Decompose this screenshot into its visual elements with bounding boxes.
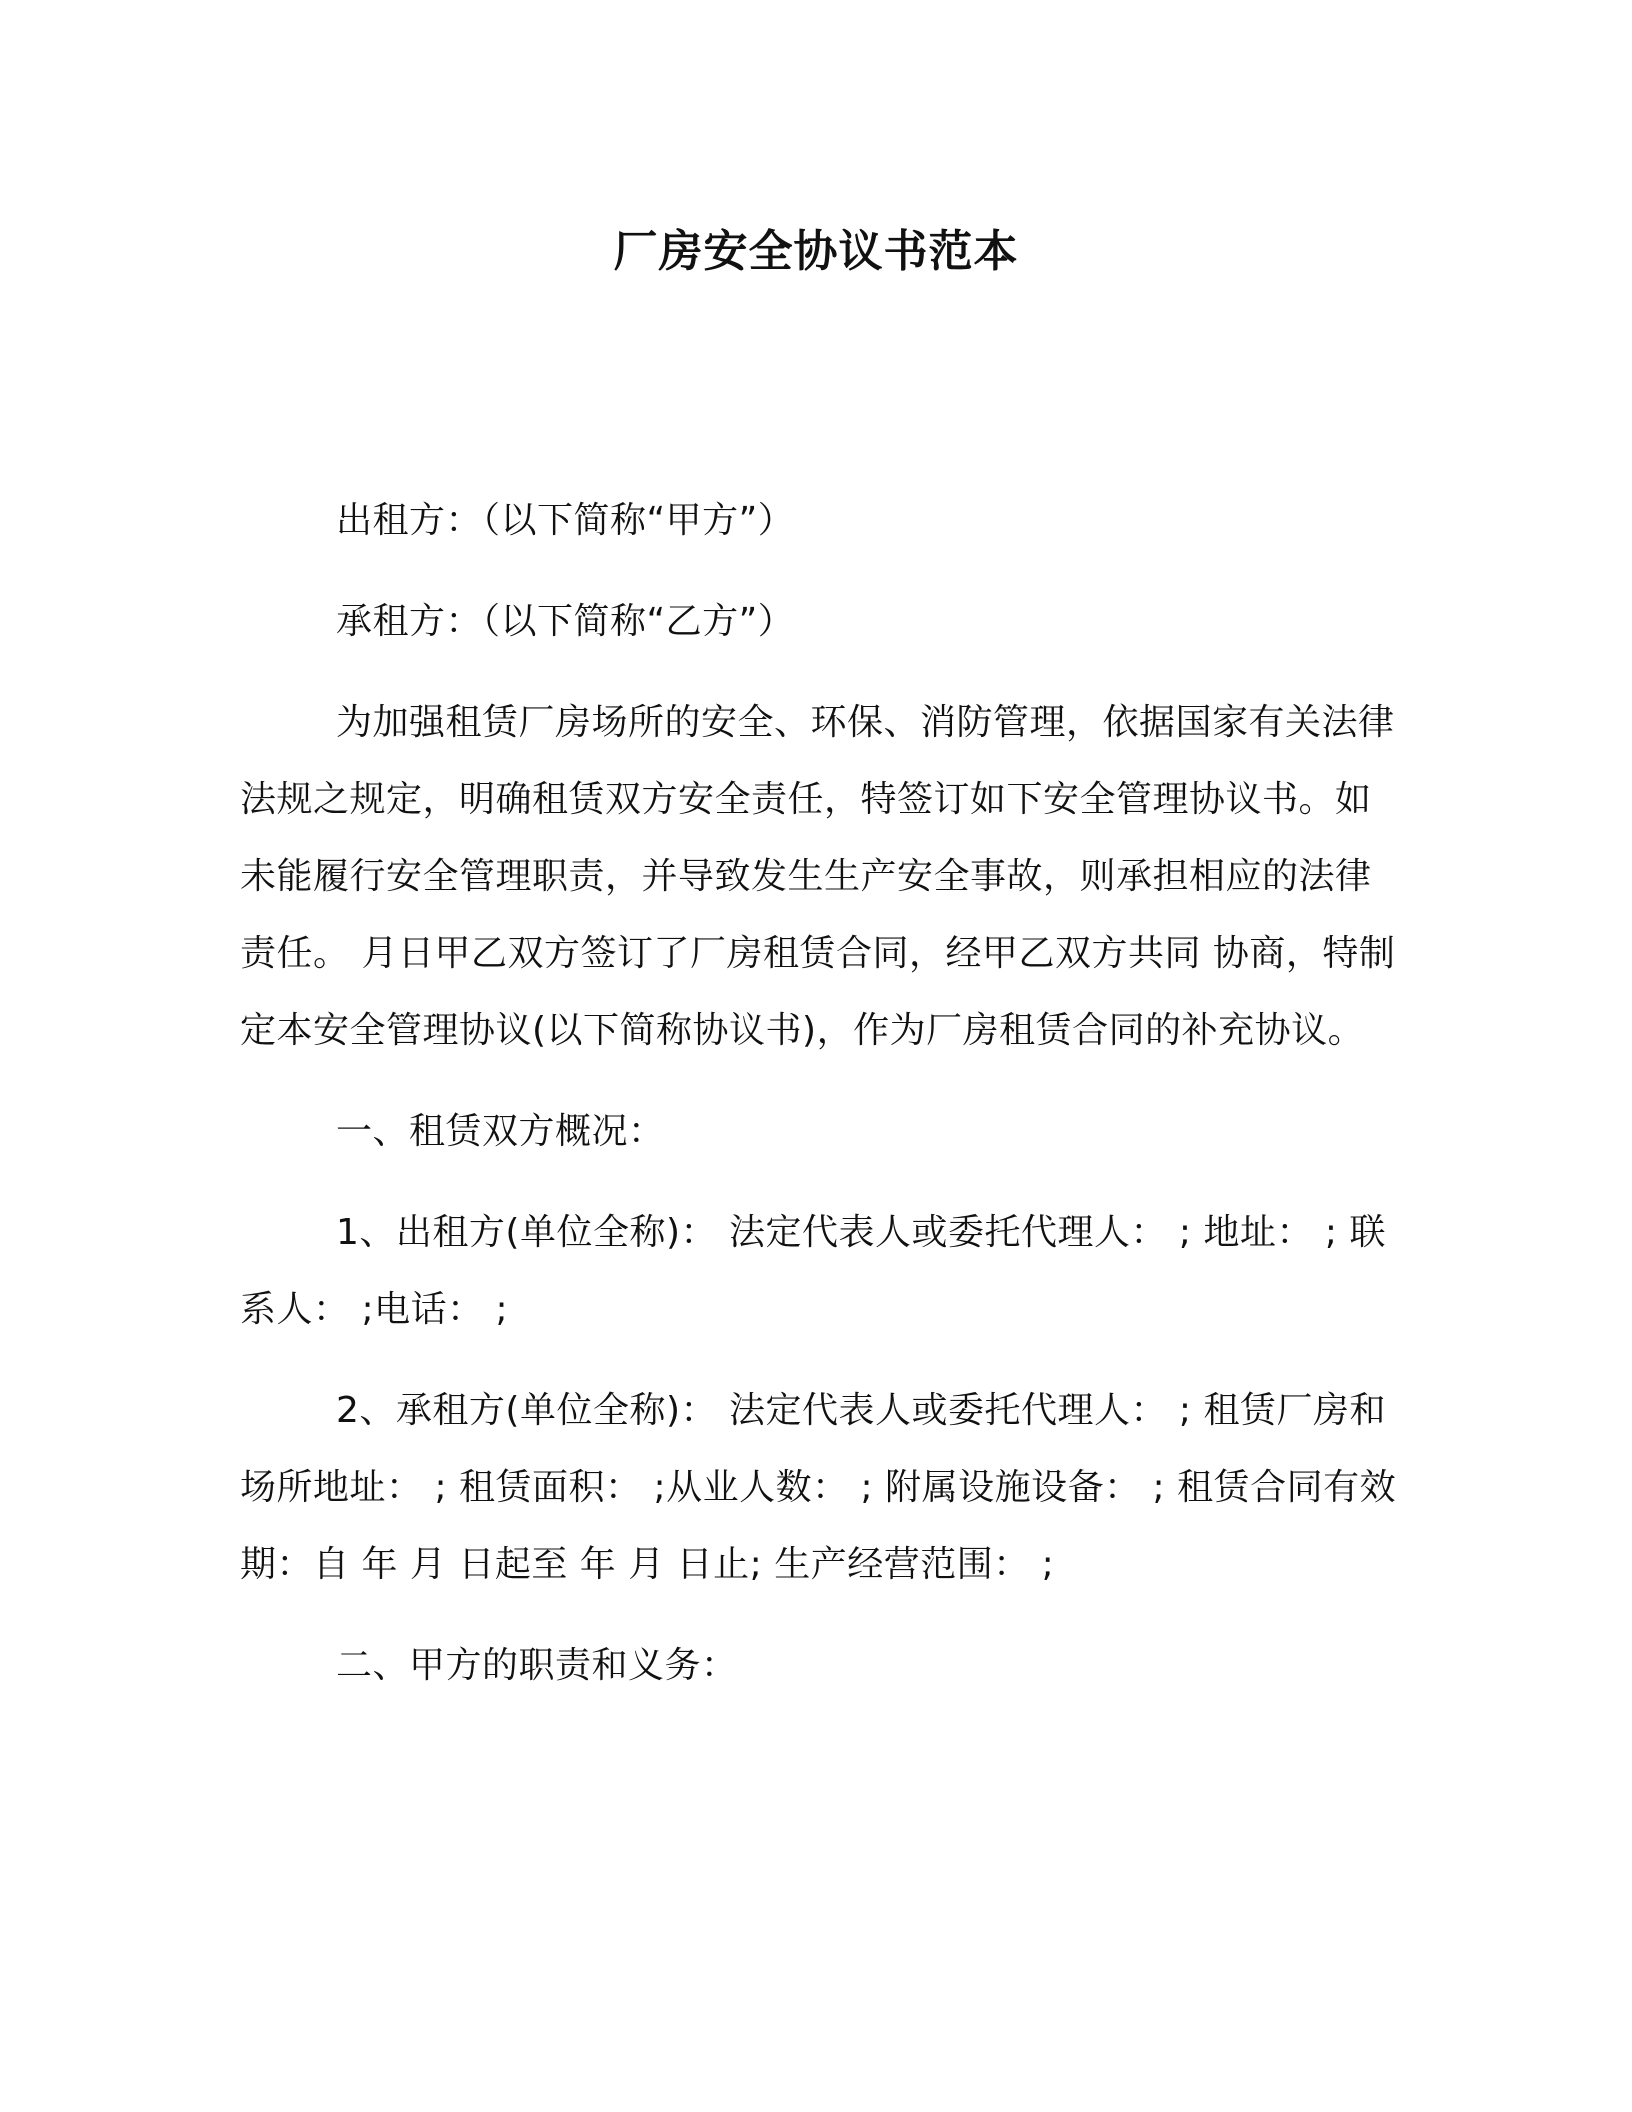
- section1-item1: 1、出租方(单位全称)： 法定代表人或委托代理人： ; 地址： ; 联系人： ;电话： ;: [240, 1212, 1386, 1330]
- section1-item2: 2、承租方(单位全称)： 法定代表人或委托代理人： ; 租赁厂房和场所地址： ; 租赁面积： ;从业人数： ; 附属设施设备： ; 租赁合同有效期：自 年 月 日起至 年 月 日止; 生产经营范围： ;: [240, 1390, 1397, 1585]
- lessee-line: 承租方：（以下简称“乙方”）: [336, 601, 795, 642]
- section1-heading: 一、租赁双方概况：: [336, 1111, 665, 1152]
- intro-paragraph: 为加强租赁厂房场所的安全、环保、消防管理，依据国家有关法律法规之规定，明确租赁双方安全责任，特签订如下安全管理协议书。如未能履行安全管理职责，并导致发生生产安全事故，则承担相应的法律责任。 月日甲乙双方签订了厂房租赁合同，经甲乙双方共同 协商，特制定本安全管理协议(以下简称协议书)，作为厂房租赁合同的补充协议。: [240, 702, 1396, 1051]
- document-title: 厂房安全协议书范本: [613, 226, 1019, 277]
- document-body: [240, 482, 1400, 1704]
- lessor-line: 出租方：（以下简称“甲方”）: [336, 500, 795, 541]
- section2-heading: 二、甲方的职责和义务：: [336, 1645, 738, 1686]
